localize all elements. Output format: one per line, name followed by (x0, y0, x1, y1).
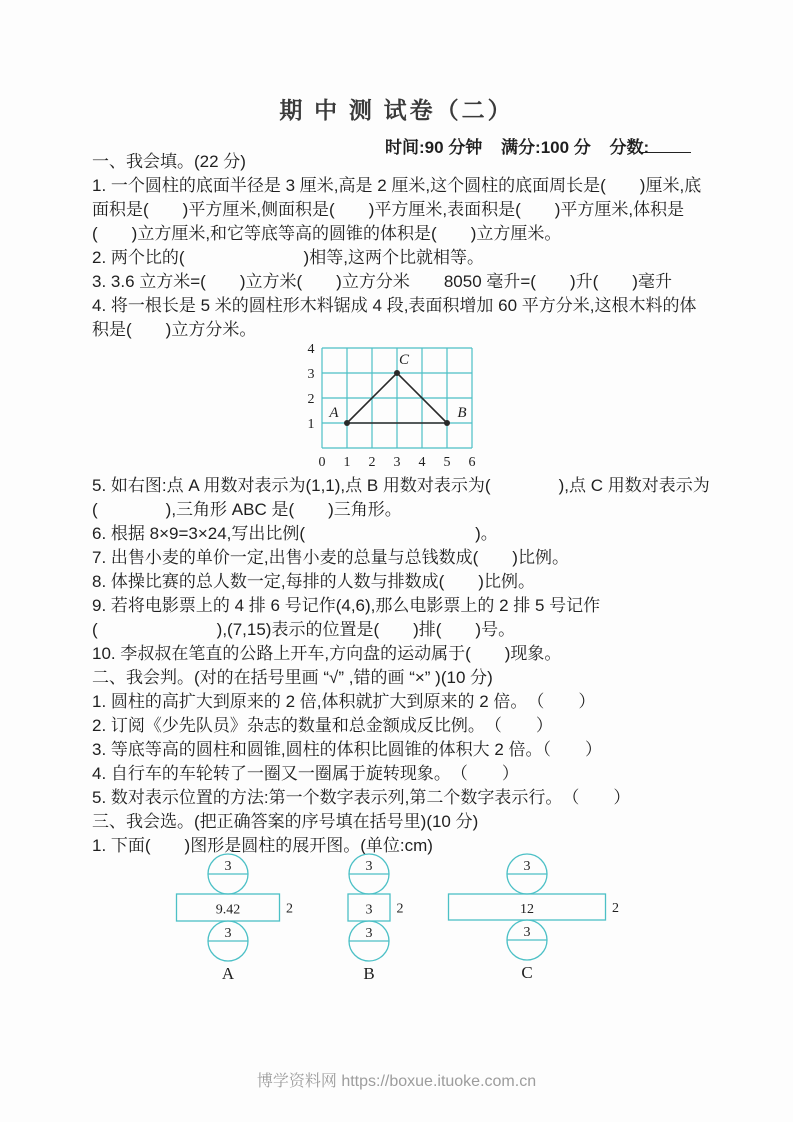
svg-text:B: B (457, 405, 467, 421)
svg-text:A: A (329, 405, 339, 421)
svg-text:3: 3 (365, 926, 373, 941)
section-choice-heading: 三、我会选。(把正确答案的序号填在括号里)(10 分) (92, 812, 479, 831)
fill-question-2: 2. 两个比的( )相等,这两个比就相等。 (92, 248, 484, 267)
svg-text:2: 2 (307, 392, 315, 407)
paper-title: 期 中 测 试卷（二） (279, 98, 514, 123)
svg-text:3: 3 (224, 859, 232, 874)
svg-text:2: 2 (396, 901, 404, 917)
svg-text:12: 12 (520, 902, 534, 917)
svg-text:B: B (363, 964, 375, 983)
judge-question-5: 5. 数对表示位置的方法:第一个数字表示列,第二个数字表示行。 （ ） (92, 788, 631, 807)
svg-text:6: 6 (468, 455, 476, 470)
judge-question-1: 1. 圆柱的高扩大到原来的 2 倍,体积就扩大到原来的 2 倍。 （ ） (92, 692, 596, 711)
fill-question-4: 4. 将一根长是 5 米的圆柱形木料锯成 4 段,表面积增加 60 平方分米,这根木料的体积是( )立方分米。 (92, 296, 697, 339)
svg-text:4: 4 (418, 455, 426, 470)
coordinate-grid-figure (296, 342, 710, 474)
paper-body (92, 150, 710, 992)
fill-question-3: 3. 3.6 立方米=( )立方米( )立方分米 8050 毫升=( )升( )毫升 (92, 272, 672, 291)
svg-text:C: C (521, 963, 533, 982)
svg-text:4: 4 (307, 342, 315, 357)
svg-text:2: 2 (286, 901, 293, 917)
svg-text:3: 3 (224, 926, 232, 941)
fill-question-1: 1. 一个圆柱的底面半径是 3 厘米,高是 2 厘米,这个圆柱的底面周长是( )厘米,底面积是( )平方厘米,侧面积是( )平方厘米,表面积是( )平方厘米,体积是( )立方厘米,和它等底等高的圆锥的体积是( )立方厘米。 (92, 176, 702, 243)
judge-question-4: 4. 自行车的车轮转了一圈又一圈属于旋转现象。 （ ） (92, 764, 519, 783)
fill-question-7: 7. 出售小麦的单价一定,出售小麦的总量与总钱数成( )比例。 (92, 548, 569, 567)
choice-question-1: 1. 下面( )图形是圆柱的展开图。(单位:cm) (92, 836, 433, 855)
judge-question-2: 2. 订阅《少先队员》杂志的数量和总金额成反比例。 （ ） (92, 716, 553, 735)
meta-score-label: 分数: (609, 138, 650, 157)
cylinder-nets-figure (92, 850, 710, 992)
svg-text:9.42: 9.42 (215, 902, 241, 918)
svg-text:2: 2 (612, 901, 619, 916)
fill-question-5: 5. 如右图:点 A 用数对表示为(1,1),点 B 用数对表示为( ),点 C 用数对表示为( ),三角形 ABC 是( )三角形。 (92, 476, 710, 519)
svg-text:2: 2 (368, 455, 376, 470)
svg-text:C: C (398, 352, 410, 368)
svg-text:5: 5 (443, 455, 451, 470)
section-judge-heading: 二、我会判。(对的在括号里画 “√” ,错的画 “×” )(10 分) (92, 668, 493, 687)
fill-question-10: 10. 李叔叔在笔直的公路上开车,方向盘的运动属于( )现象。 (92, 644, 562, 663)
footer (0, 1068, 793, 1091)
svg-text:1: 1 (343, 455, 351, 470)
svg-text:1: 1 (307, 417, 315, 432)
svg-text:3: 3 (523, 859, 531, 874)
coordinate-grid-svg (296, 342, 496, 474)
svg-text:3: 3 (523, 925, 531, 940)
section-fill-heading: 一、我会填。(22 分) (92, 152, 246, 171)
fill-question-9: 9. 若将电影票上的 4 排 6 号记作(4,6),那么电影票上的 2 排 5 号记作( ),(7,15)表示的位置是( )排( )号。 (92, 596, 601, 639)
svg-text:3: 3 (307, 367, 315, 382)
judge-question-3: 3. 等底等高的圆柱和圆锥,圆柱的体积比圆锥的体积大 2 倍。（ ） (92, 740, 603, 759)
fill-question-6: 6. 根据 8×9=3×24,写出比例( )。 (92, 524, 498, 543)
svg-text:3: 3 (393, 455, 401, 470)
meta-time: 时间:90 分钟 (385, 138, 483, 157)
svg-text:A: A (221, 964, 235, 983)
svg-text:3: 3 (365, 859, 373, 874)
footer-link[interactable]: 博学资料网 https://boxue.ituoke.com.cn (256, 1073, 537, 1090)
fill-question-8: 8. 体操比赛的总人数一定,每排的人数与排数成( )比例。 (92, 572, 535, 591)
svg-text:3: 3 (365, 902, 373, 918)
meta-full-score: 满分:100 分 (501, 138, 591, 157)
svg-text:0: 0 (318, 455, 326, 470)
cylinder-nets-svg (92, 850, 710, 992)
